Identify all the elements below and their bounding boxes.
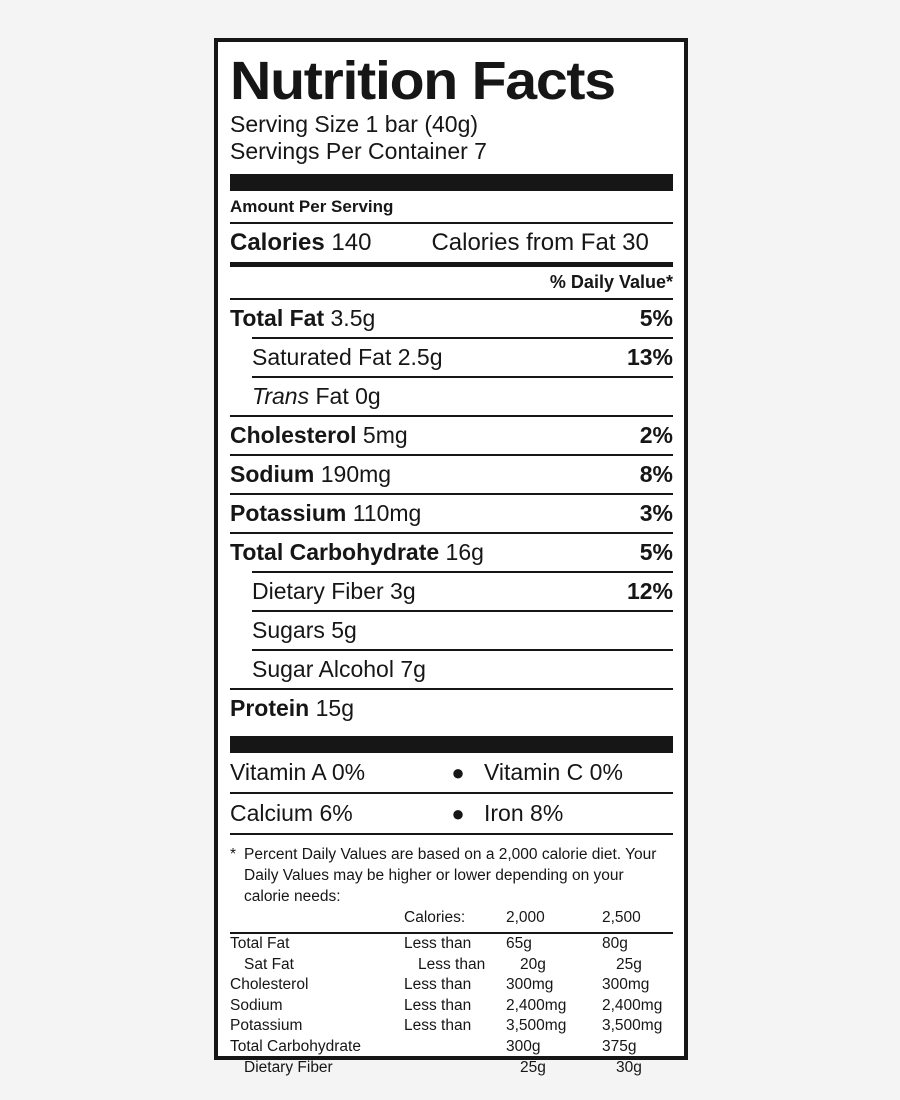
nutrient-value: 16g [445,539,484,565]
ref-row-2000: 65g [506,935,532,952]
nutrient-row [230,456,673,493]
reference-table-row [230,955,673,976]
ref-header-calories: Calories: [404,909,466,926]
calories-label: Calories [230,229,325,256]
reference-table-header [230,907,673,932]
nutrient-percent: 13% [626,344,673,370]
nutrient-value: 15g [315,695,354,721]
reference-table-row [230,934,673,955]
vitamin-left: Vitamin A 0% [230,759,366,785]
ref-row-condition [404,1037,506,1058]
nutrient-row [230,300,673,337]
nutrient-value: 190mg [320,461,392,487]
calories-row [230,224,673,262]
vitamin-right: Vitamin C 0% [484,759,623,785]
nutrient-value: 7g [400,656,426,682]
calories-from-fat: Calories from Fat 30 [431,229,649,256]
ref-header-2500: 2,500 [602,909,641,926]
nutrient-name: Sodium 190mg [230,461,392,487]
ref-row-2000: 2,400mg [506,996,567,1014]
ref-row-2500: 2,400mg [602,996,663,1014]
ref-row-name: Total Carbohydrate [230,1037,361,1055]
ref-row-condition: Less than [418,955,486,973]
page-title: Nutrition Facts [230,51,615,111]
nutrient-name: Sugar Alcohol 7g [252,656,426,682]
nutrient-value: 5mg [362,422,408,448]
bullet-icon: ● [451,760,465,785]
nutrient-percent: 3% [639,500,673,526]
nutrient-percent: 2% [639,422,673,448]
nutrient-name-italic: Trans [252,383,310,409]
amount-per-serving-label: Amount Per Serving [230,197,394,216]
reference-table-row [230,975,673,996]
ref-row-2000: 300g [506,1037,541,1055]
ref-row-condition: Less than [404,996,472,1014]
nutrient-row [230,534,673,571]
nutrient-row [230,690,673,727]
ref-row-name: Dietary Fiber [244,1058,333,1076]
ref-header-2000: 2,000 [506,909,545,926]
nutrient-row [230,339,673,376]
nutrient-name: Trans Fat 0g [252,383,381,409]
nutrient-row [230,651,673,688]
daily-value-header: % Daily Value* [549,272,673,292]
ref-row-name: Sodium [230,996,283,1014]
nutrient-row [230,378,673,415]
nutrient-value: 2.5g [397,344,443,370]
ref-row-condition [418,1058,520,1079]
ref-row-2000: 300mg [506,976,554,994]
ref-row-2000: 20g [520,955,546,973]
ref-row-2000: 3,500mg [506,1017,567,1035]
nutrient-value: 3g [390,578,416,604]
reference-table-row [230,1058,673,1079]
ref-header-name [230,908,404,928]
nutrient-value: 5g [331,617,357,643]
nutrient-name: Sugars 5g [252,617,357,643]
nutrient-row [230,495,673,532]
ref-row-2000: 25g [520,1058,546,1076]
vitamin-left: Calcium 6% [230,800,353,826]
ref-row-name: Cholesterol [230,976,309,994]
ref-row-2500: 375g [602,1037,637,1055]
footnote-star: * [230,846,237,863]
ref-row-name: Potassium [230,1017,303,1035]
nutrient-value: 3.5g [330,305,376,331]
ref-row-2500: 300mg [602,976,650,994]
divider-thick-top [230,174,673,191]
nutrient-row [230,417,673,454]
nutrient-name: Potassium 110mg [230,500,422,526]
footnote-text: Percent Daily Values are based on a 2,000 calorie diet. Your Daily Values may be higher or lower depending on your calorie needs: [244,846,657,905]
nutrient-name: Dietary Fiber 3g [252,578,416,604]
footnote [230,835,673,907]
nutrient-value: 0g [355,383,381,409]
nutrient-percent: 12% [626,578,673,604]
nutrient-value: 110mg [352,500,422,526]
vitamin-right: Iron 8% [484,800,564,826]
calories-left [230,229,371,257]
nutrient-percent: 8% [639,461,673,487]
reference-table-row [230,996,673,1017]
divider-thick-bottom [230,736,673,753]
vitamin-list [230,753,673,835]
bullet-icon: ● [451,801,465,826]
nutrition-facts-label [214,38,688,1076]
nutrient-name: Total Carbohydrate 16g [230,539,484,565]
nutrient-name: Protein 15g [230,695,354,721]
nutrient-name: Cholesterol 5mg [230,422,408,448]
nutrient-name: Total Fat 3.5g [230,305,376,331]
ref-row-condition: Less than [404,935,472,952]
ref-row-2500: 30g [616,1058,642,1076]
nutrient-percent: 5% [639,539,673,565]
nutrient-name: Saturated Fat 2.5g [252,344,443,370]
ref-row-condition: Less than [404,976,472,994]
vitamin-row [230,794,673,833]
vitamin-row [230,753,673,792]
servings-per-container-text: Servings Per Container 7 [230,138,487,164]
nutrient-list [230,298,673,727]
ref-row-2500: 80g [602,935,628,952]
ref-row-2500: 3,500mg [602,1017,663,1035]
nutrient-row [230,573,673,610]
label-inner [230,50,673,1078]
ref-row-name: Sat Fat [244,955,294,973]
ref-row-name: Total Fat [230,935,290,952]
nutrient-percent: 5% [639,305,673,331]
ref-row-condition: Less than [404,1017,472,1035]
ref-row-2500: 25g [616,955,642,973]
nutrient-row [230,612,673,649]
serving-size-text: Serving Size 1 bar (40g) [230,111,479,137]
calories-value: 140 [331,229,372,256]
reference-table-row [230,1016,673,1037]
reference-table [230,934,673,1078]
reference-table-row [230,1037,673,1058]
